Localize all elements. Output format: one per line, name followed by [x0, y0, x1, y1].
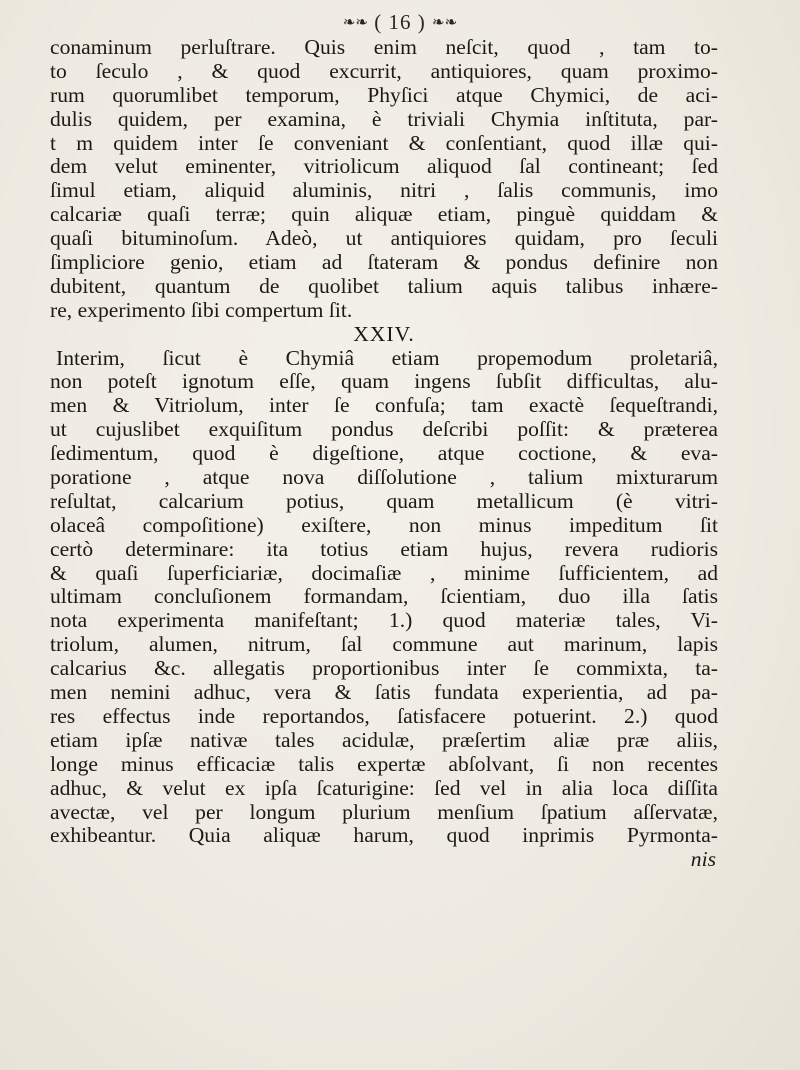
- text-line: men nemini adhuc, vera & ſatis fundata experientia, ad pa-: [50, 681, 718, 705]
- text-line: ut cujuslibet exquiſitum pondus deſcribi poſſit: & præterea: [50, 418, 718, 442]
- text-line: & quaſi ſuperficiariæ, docimaſiæ , minime ſufficientem, ad: [50, 561, 718, 585]
- right-ornament-icon: ❧❧: [432, 15, 458, 31]
- text-line: to ſeculo , & quod excurrit, antiquiores, quam proximo-: [50, 59, 718, 83]
- text-line: dubitent, quantum de quolibet talium aquis talibus inhære-: [50, 274, 718, 298]
- text-line: nota experimenta manifeſtant; 1.) quod materiæ tales, Vi-: [50, 609, 718, 633]
- text-line: ſedimentum, quod è digeſtione, atque coctione, & eva-: [50, 442, 718, 466]
- text-line: reſultat, calcarium potius, quam metallicum (è vitri-: [50, 489, 718, 513]
- text-line: conaminum perluſtrare. Quis enim neſcit, quod , tam to-: [50, 36, 718, 59]
- text-line: ſimpliciore genio, etiam ad ſtateram & pondus definire non: [50, 251, 718, 275]
- text-line: longe minus efficaciæ talis expertæ abſolvant, ſi non recentes: [50, 752, 718, 776]
- text-line: dem velut eminenter, vitriolicum aliquod ſal contineant; ſed: [50, 155, 718, 179]
- page-header: [0, 10, 800, 35]
- text-line: poratione , atque nova diſſolutione , talium mixturarum: [50, 466, 718, 490]
- text-line: exhibeantur. Quia aliquæ harum, quod inprimis Pyrmonta-: [50, 824, 718, 848]
- text-line: triolum, alumen, nitrum, ſal commune aut marinum, lapis: [50, 633, 718, 657]
- text-line: avectæ, vel per longum plurium menſium ſpatium aſſervatæ,: [50, 800, 718, 824]
- text-line: calcariæ quaſi terræ; quin aliquæ etiam, pinguè quiddam &: [50, 203, 718, 227]
- text-line: ultimam concluſionem formandam, ſcientiam, duo illa ſatis: [50, 585, 718, 609]
- text-line: calcarius &c. allegatis proportionibus inter ſe commixta, ta-: [50, 657, 718, 681]
- text-line: etiam ipſæ nativæ tales acidulæ, præſertim aliæ præ aliis,: [50, 728, 718, 752]
- page-number: ( 16 ): [374, 10, 426, 34]
- text-line: Interim, ſicut è Chymiâ etiam propemodum proletariâ,: [56, 346, 718, 370]
- text-line: ſimul etiam, aliquid aluminis, nitri , ſalis communis, imo: [50, 179, 718, 203]
- text-line: certò determinare: ita totius etiam hujus, revera rudioris: [50, 537, 718, 561]
- text-line: re, experimento ſibi compertum ſit.: [50, 298, 353, 322]
- text-line: non poteſt ignotum eſſe, quam ingens ſubſit difficultas, alu-: [50, 370, 718, 394]
- text-line: res effectus inde reportandos, ſatisfacere potuerint. 2.) quod: [50, 704, 718, 728]
- left-ornament-icon: ❧❧: [342, 15, 368, 31]
- catchword: nis: [690, 848, 716, 872]
- text-line: rum quorumlibet temporum, Phyſici atque Chymici, de aci-: [50, 83, 718, 107]
- text-line: quaſi bituminoſum. Adeò, ut antiquiores quidam, pro ſeculi: [50, 227, 718, 251]
- text-line: olaceâ compoſitione) exiſtere, non minus impeditum ſit: [50, 513, 718, 537]
- section-number: XXIV.: [353, 322, 415, 346]
- body-text: [50, 36, 718, 872]
- text-line: adhuc, & velut ex ipſa ſcaturigine: ſed vel in alia loca diſſita: [50, 776, 718, 800]
- text-line: t m quidem inter ſe conveniant & conſentiant, quod illæ qui-: [50, 131, 718, 155]
- text-line: dulis quidem, per examina, è triviali Chymia inſtituta, par-: [50, 107, 718, 131]
- text-line: men & Vitriolum, inter ſe confuſa; tam exactè ſequeſtrandi,: [50, 394, 718, 418]
